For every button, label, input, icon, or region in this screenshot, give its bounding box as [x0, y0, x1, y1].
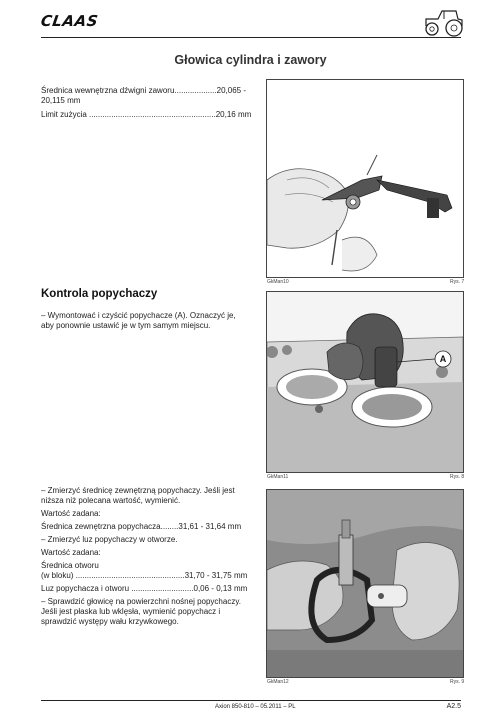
step-text: Jeśli jest płaska lub wklęsła, wymienić popychacz i: [41, 607, 221, 616]
spec-label: Wartość zadana:: [41, 509, 101, 518]
spec-label: Wartość zadana:: [41, 548, 101, 557]
footer-doc-info: Axion 850-810 – 05.2011 – PL: [215, 704, 296, 710]
spec-line: 20,115 mm: [41, 96, 81, 105]
tractor-icon: [420, 6, 466, 38]
figure-3-illustration: [267, 490, 463, 677]
spec-line: Średnica wewnętrzna dźwigni zaworu...................20,065 -: [41, 86, 246, 95]
section-heading: Kontrola popychaczy: [41, 288, 158, 300]
figure-caption: Rys. 8: [450, 474, 465, 480]
header-divider: [41, 37, 461, 38]
figure-id: GkMan10: [267, 279, 289, 285]
step-text: – Sprawdzić głowicę na powierzchni nośnej popychaczy.: [41, 597, 241, 606]
step-text: – Zmierzyć średnicę zewnętrzną popychaczy. Jeśli jest: [41, 486, 235, 495]
step-text: sprawdzić występy wału krzywkowego.: [41, 617, 179, 626]
step-text: aby ponownie ustawić je w tym samym miejscu.: [41, 321, 211, 330]
spec-line: Średnica zewnętrzna popychacza........31,61 - 31,64 mm: [41, 522, 242, 531]
figure-2-illustration: [267, 292, 463, 472]
spec-line: (w bloku) .................................................31,70 - 31,75 mm: [41, 571, 248, 580]
figure-1: [266, 79, 464, 278]
figure-id: GkMan11: [267, 474, 289, 480]
figure-3: [266, 489, 464, 678]
page-number: A2.5: [446, 703, 461, 710]
figure-caption: Rys. 9: [450, 679, 465, 685]
figure-1-illustration: [267, 80, 463, 277]
footer-divider: [41, 700, 461, 701]
figure-id: GkMan12: [267, 679, 289, 685]
spec-label: Średnica otworu: [41, 561, 99, 570]
spec-line: Limit zużycia .........................................................20,16 mm: [41, 110, 252, 119]
spec-line: Luz popychacza i otworu ............................0,06 - 0,13 mm: [41, 584, 248, 593]
step-text: – Wymontować i czyścić popychacze (A). Oznaczyć je,: [41, 311, 236, 320]
step-text: – Zmierzyć luz popychaczy w otworze.: [41, 535, 178, 544]
step-text: niższa niż polecana wartość, wymienić.: [41, 496, 181, 505]
figure-2: [266, 291, 464, 473]
figure-caption: Rys. 7: [450, 279, 465, 285]
callout-a: A: [439, 354, 447, 364]
brand-logo: CLAAS: [39, 12, 100, 30]
page-title: Głowica cylindra i zawory: [174, 53, 327, 67]
